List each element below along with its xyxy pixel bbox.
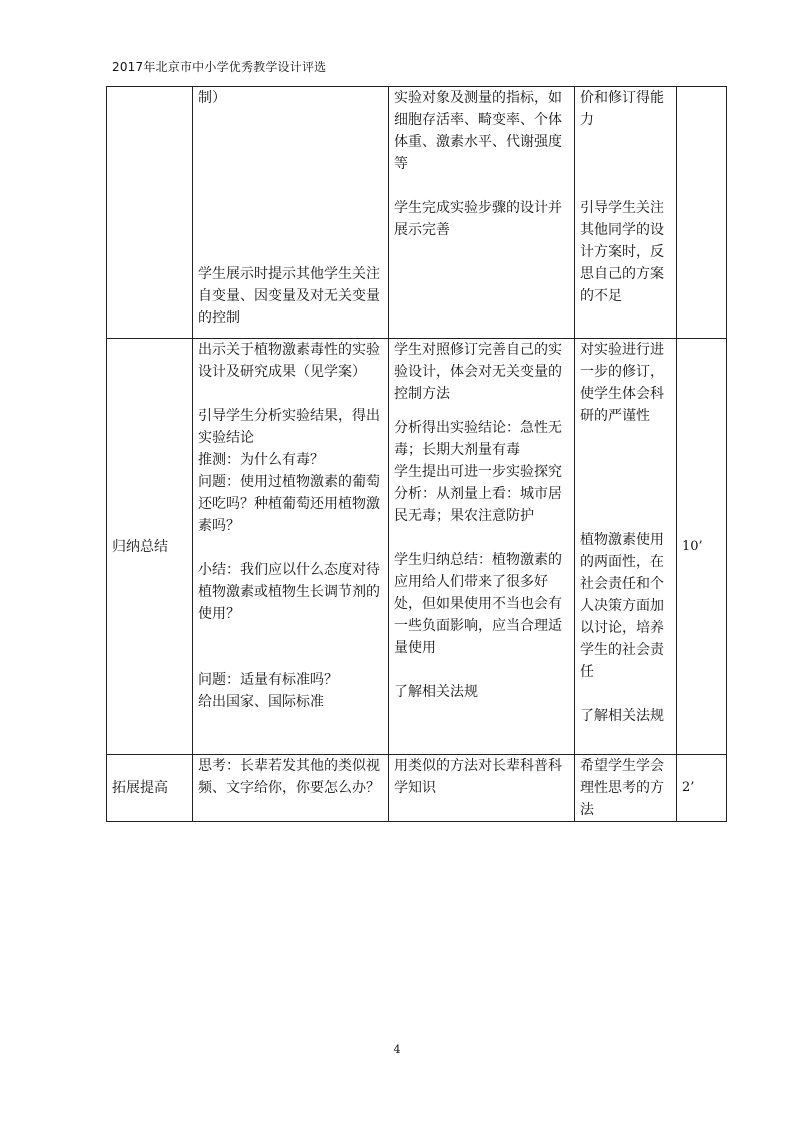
teacher-activity-text: 问题：使用过植物激素的葡萄还吃吗？种植葡萄还用植物激素吗？: [198, 474, 380, 534]
design-intent-text: 引导学生关注其他同学的设计方案时，反思自己的方案的不足: [580, 200, 664, 304]
table-row: [107, 339, 727, 755]
design-intent-text: 了解相关法规: [580, 708, 664, 724]
design-intent-text: 对实验进行进一步的修订，使学生体会科研的严谨性: [580, 342, 664, 424]
student-activity-text: 了解相关法规: [394, 684, 478, 700]
teacher-activity-text: 推测：为什么有毒？: [198, 452, 324, 468]
teacher-activity-text: 学生展示时提示其他学生关注自变量、因变量及对无关变量的控制: [198, 266, 380, 326]
design-intent-text: 希望学生学会理性思考的方法: [580, 758, 664, 818]
table-row: [107, 87, 727, 339]
table-row: [107, 755, 727, 822]
stage-cell: [107, 87, 193, 339]
teacher-activity-text: 思考：长辈若发其他的类似视频、文字给你，你要怎么办？: [198, 758, 380, 796]
teacher-activity-cell: [193, 755, 389, 822]
teacher-activity-text: 制）: [198, 90, 226, 106]
lesson-plan-table: [106, 86, 727, 822]
student-activity-text: 用类似的方法对长辈科普科学知识: [394, 758, 562, 796]
teacher-activity-text: 问题：适量有标准吗？: [198, 672, 338, 688]
design-intent-cell: [575, 87, 677, 339]
teacher-activity-text: 小结：我们应以什么态度对待植物激素或植物生长调节剂的使用？: [198, 562, 380, 622]
teacher-activity-text: 出示关于植物激素毒性的实验设计及研究成果（见学案）: [198, 342, 380, 380]
student-activity-text: 学生归纳总结：植物激素的应用给人们带来了很多好处，但如果使用不当也会有一些负面影响，应当合理适量使用: [394, 552, 562, 656]
teacher-activity-cell: [193, 87, 389, 339]
design-intent-text: 价和修订得能力: [580, 90, 664, 128]
stage-cell: 拓展提高: [107, 755, 193, 822]
student-activity-cell: [389, 755, 575, 822]
page-number: 4: [393, 1043, 401, 1056]
student-activity-cell: [389, 87, 575, 339]
student-activity-text: 分析得出实验结论：急性无毒；长期大剂量有毒: [394, 420, 562, 458]
teacher-activity-cell: [193, 339, 389, 755]
time-cell: [677, 87, 727, 339]
student-activity-text: 学生对照修订完善自己的实验设计，体会对无关变量的控制方法: [394, 342, 562, 402]
teacher-activity-text: 给出国家、国际标准: [198, 694, 324, 710]
design-intent-text: 植物激素使用的两面性，在社会责任和个人决策方面加以讨论，培养学生的社会责任: [580, 532, 664, 680]
design-intent-cell: [575, 755, 677, 822]
student-activity-text: 学生提出可进一步实验探究分析：从剂量上看：城市居民无毒；果农注意防护: [394, 464, 562, 524]
time-cell: 2’: [677, 755, 727, 822]
time-cell: 10’: [677, 339, 727, 755]
page-header: 2017年北京市中小学优秀教学设计评选: [112, 60, 327, 74]
teacher-activity-text: 引导学生分析实验结果，得出实验结论: [198, 408, 380, 446]
student-activity-text: 学生完成实验步骤的设计并展示完善: [394, 200, 562, 238]
student-activity-cell: [389, 339, 575, 755]
student-activity-text: 实验对象及测量的指标，如细胞存活率、畸变率、个体体重、激素水平、代谢强度等: [394, 90, 562, 172]
stage-cell: 归纳总结: [107, 339, 193, 755]
design-intent-cell: [575, 339, 677, 755]
